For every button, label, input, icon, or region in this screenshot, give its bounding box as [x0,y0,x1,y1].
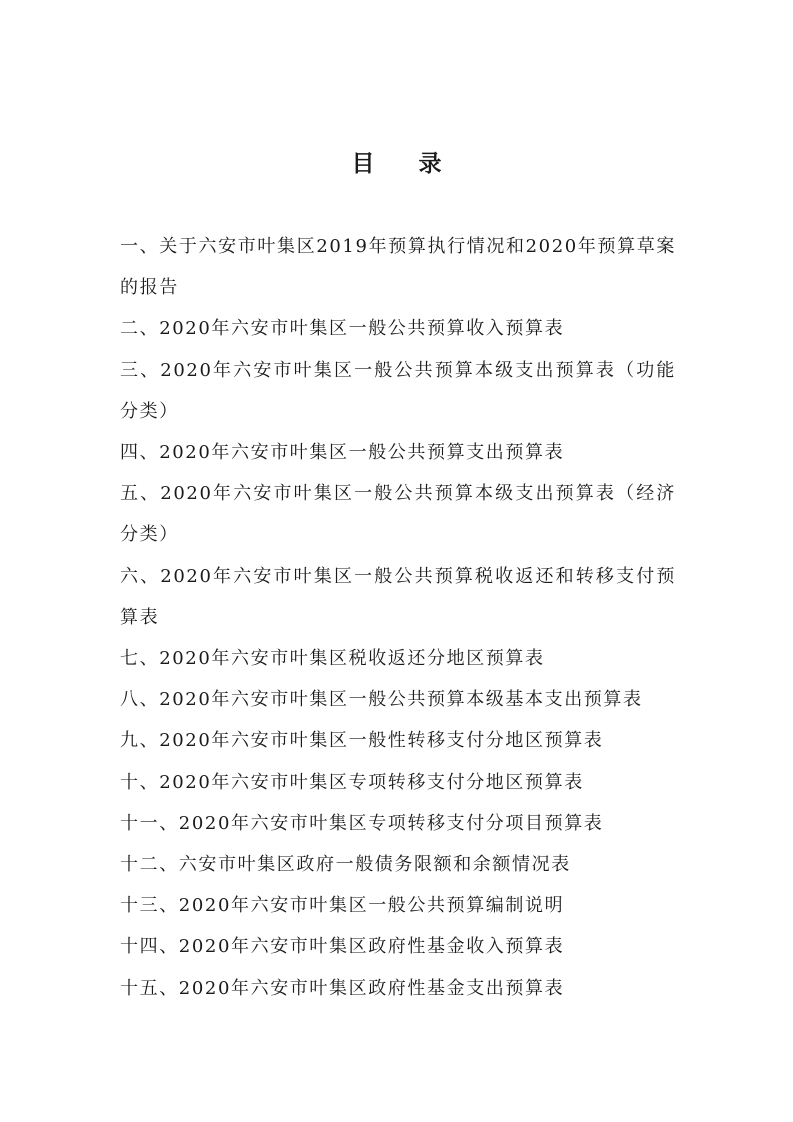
toc-item: 五、2020年六安市叶集区一般公共预算本级支出预算表（经济分类） [120,483,676,546]
toc-item: 六、2020年六安市叶集区一般公共预算税收返还和转移支付预算表 [120,565,676,628]
toc-item: 十、2020年六安市叶集区专项转移支付分地区预算表 [120,771,584,793]
toc-item: 十二、六安市叶集区政府一般债务限额和余额情况表 [120,854,571,876]
toc-item: 一、关于六安市叶集区2019年预算执行情况和2020年预算草案的报告 [120,236,676,299]
toc-item: 九、2020年六安市叶集区一般性转移支付分地区预算表 [120,730,604,752]
toc-item: 七、2020年六安市叶集区税收返还分地区预算表 [120,648,545,670]
toc-item: 三、2020年六安市叶集区一般公共预算本级支出预算表（功能分类） [120,359,676,422]
toc-title-part1: 目 [351,150,375,177]
toc-item: 二、2020年六安市叶集区一般公共预算收入预算表 [120,318,565,340]
toc-title-part2: 录 [418,150,442,177]
table-of-contents [120,226,676,1009]
toc-item: 四、2020年六安市叶集区一般公共预算支出预算表 [120,442,565,464]
toc-title [0,145,793,178]
toc-item: 十四、2020年六安市叶集区政府性基金收入预算表 [120,936,565,958]
toc-item: 十五、2020年六安市叶集区政府性基金支出预算表 [120,977,565,999]
toc-item: 十三、2020年六安市叶集区一般公共预算编制说明 [120,895,565,917]
toc-item: 八、2020年六安市叶集区一般公共预算本级基本支出预算表 [120,689,643,711]
toc-item: 十一、2020年六安市叶集区专项转移支付分项目预算表 [120,812,604,834]
